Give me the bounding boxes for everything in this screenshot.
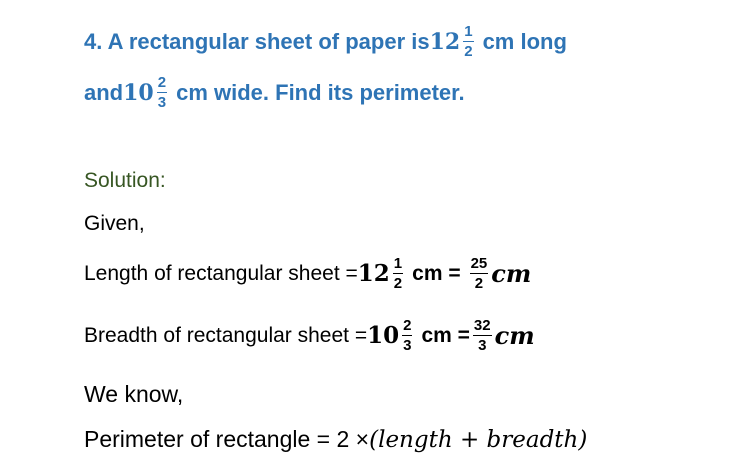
fraction-numerator: 32 xyxy=(473,317,491,334)
perimeter-formula: (length + breadth) xyxy=(369,426,588,453)
question-text-start: and xyxy=(84,79,124,105)
fraction-bar xyxy=(470,273,489,274)
fraction-numerator: 1 xyxy=(464,23,473,40)
breadth-label: Breadth of rectangular sheet = xyxy=(84,323,368,347)
fraction-denominator: 2 xyxy=(464,43,473,60)
fraction-numerator: 25 xyxy=(470,255,488,272)
fraction-bar xyxy=(473,335,492,336)
question-length-fraction xyxy=(463,24,473,59)
fraction-denominator: 2 xyxy=(474,275,484,292)
fraction-bar xyxy=(393,273,403,274)
breadth-line xyxy=(84,318,535,353)
fraction-denominator: 2 xyxy=(393,275,403,292)
question-breadth-fraction xyxy=(157,75,167,110)
fraction-bar xyxy=(157,92,167,93)
length-improper-fraction xyxy=(470,256,489,291)
given-label: Given, xyxy=(84,212,145,235)
breadth-whole: 10 xyxy=(367,322,400,349)
fraction-numerator: 2 xyxy=(403,317,412,334)
length-line xyxy=(84,256,531,291)
breadth-unit: cm xyxy=(494,321,535,350)
length-unit-equals: cm = xyxy=(412,261,461,285)
perimeter-label: Perimeter of rectangle = 2 × xyxy=(84,426,370,452)
fraction-bar xyxy=(463,41,473,42)
we-know-label: We know, xyxy=(84,381,184,407)
question-line-1 xyxy=(84,24,567,59)
solution-label: Solution: xyxy=(84,169,166,192)
solution-heading xyxy=(84,169,166,193)
length-unit: cm xyxy=(491,259,532,288)
fraction-denominator: 3 xyxy=(478,337,487,354)
length-label: Length of rectangular sheet = xyxy=(84,261,358,285)
fraction-numerator: 2 xyxy=(157,74,167,91)
length-fraction xyxy=(393,256,403,291)
we-know-line xyxy=(84,381,183,408)
fraction-denominator: 3 xyxy=(157,94,167,111)
question-text-end: cm long xyxy=(482,28,567,54)
breadth-fraction xyxy=(402,318,412,353)
length-whole: 12 xyxy=(357,260,390,287)
question-line-2 xyxy=(84,75,465,110)
given-line xyxy=(84,212,145,236)
question-text-start: 4. A rectangular sheet of paper is xyxy=(84,28,430,54)
fraction-numerator: 1 xyxy=(393,255,403,272)
breadth-unit-equals: cm = xyxy=(421,323,470,347)
fraction-denominator: 3 xyxy=(403,337,412,354)
breadth-improper-fraction xyxy=(473,318,492,353)
question-breadth-whole: 10 xyxy=(123,79,154,106)
fraction-bar xyxy=(402,335,412,336)
perimeter-line xyxy=(84,426,587,453)
question-text-end: cm wide. Find its perimeter. xyxy=(176,79,465,105)
question-length-whole: 12 xyxy=(429,28,461,55)
